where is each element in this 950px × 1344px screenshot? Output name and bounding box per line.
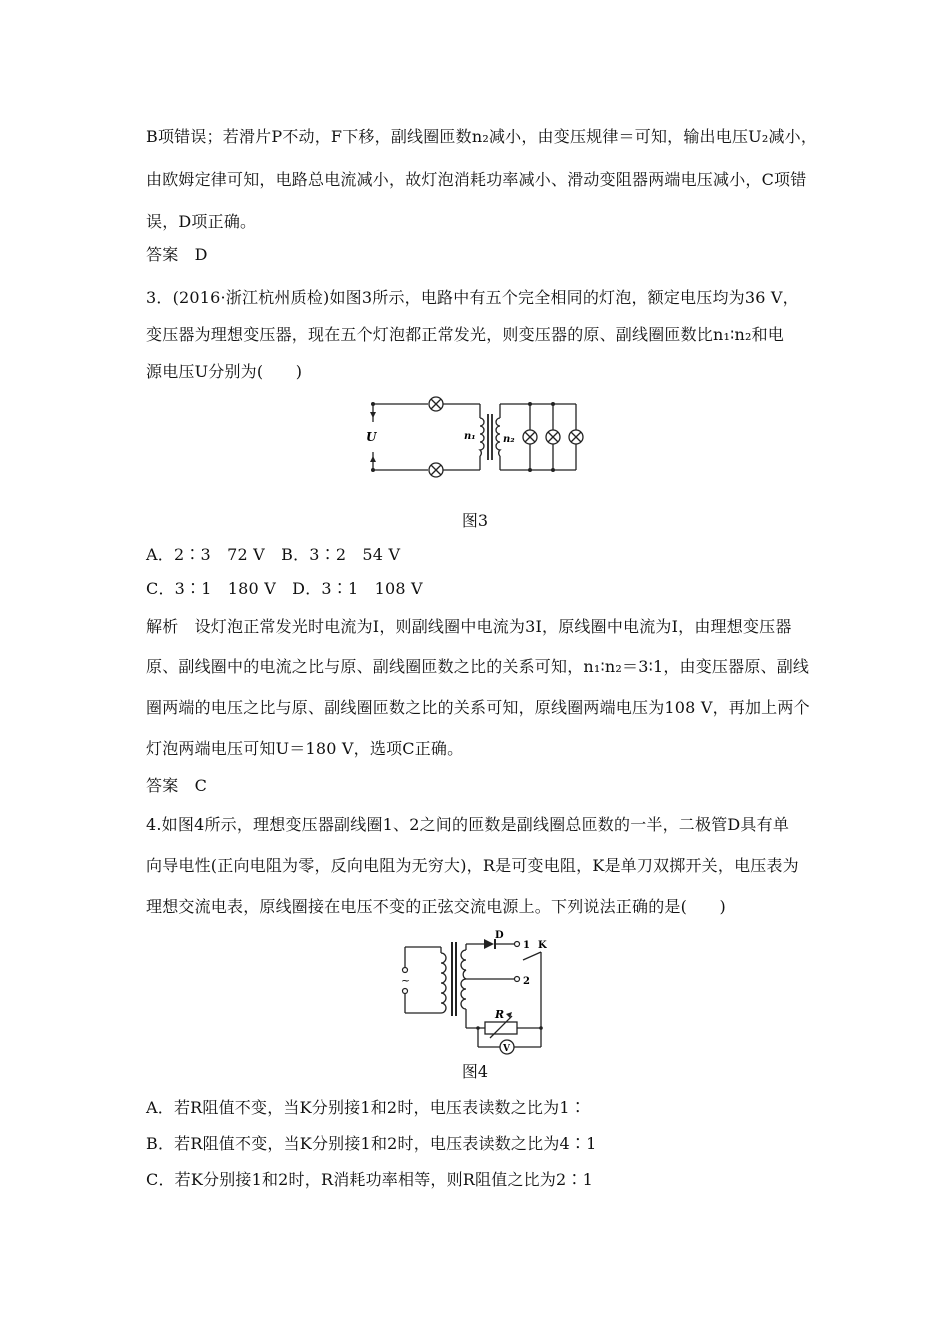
question-4-line: 理想交流电表，原线圈接在电压不变的正弦交流电源上。下列说法正确的是( ) bbox=[146, 897, 726, 916]
analysis-line: 原、副线圈中的电流之比与原、副线圈匝数之比的关系可知，n₁∶n₂＝3∶1，由变压器原、副线 bbox=[146, 657, 810, 676]
terminal-1-label: 1 bbox=[523, 940, 530, 951]
diode-label: D bbox=[495, 930, 504, 941]
secondary-turns-label: n₂ bbox=[503, 434, 515, 445]
option-line: C．3∶1 180 V D．3∶1 108 V bbox=[146, 579, 423, 598]
option-line: A．若R阻值不变，当K分别接1和2时，电压表读数之比为1∶ bbox=[146, 1098, 586, 1117]
question-3-line: 3．(2016·浙江杭州质检)如图3所示，电路中有五个完全相同的灯泡，额定电压均为36 V， bbox=[146, 288, 799, 307]
text-line: 误，D项正确。 bbox=[146, 212, 257, 231]
question-3-line: 源电压U分别为( ) bbox=[146, 362, 303, 381]
answer-line: 答案 C bbox=[146, 776, 208, 795]
figure-3-circuit bbox=[362, 394, 592, 489]
option-line: A．2∶3 72 V B．3∶2 54 V bbox=[146, 545, 401, 564]
primary-turns-label: n₁ bbox=[464, 431, 476, 442]
text-line: 由欧姆定律可知，电路总电流减小，故灯泡消耗功率减小、滑动变阻器两端电压减小，C项错 bbox=[146, 170, 807, 189]
question-4-line: 4.如图4所示，理想变压器副线圈1、2之间的匝数是副线圈总匝数的一半，二极管D具有单 bbox=[146, 815, 790, 834]
analysis-line: 解析 设灯泡正常发光时电流为I，则副线圈中电流为3I，原线圈中电流为I，由理想变压器 bbox=[146, 617, 792, 636]
ac-source-label: ~ bbox=[401, 974, 411, 987]
figure-3-caption: 图3 bbox=[461, 511, 489, 530]
voltmeter-label: V bbox=[503, 1044, 510, 1054]
resistor-label: R bbox=[495, 1008, 505, 1021]
answer-line: 答案 D bbox=[146, 245, 208, 264]
option-line: B．若R阻值不变，当K分别接1和2时，电压表读数之比为4∶1 bbox=[146, 1134, 597, 1153]
question-3-line: 变压器为理想变压器，现在五个灯泡都正常发光，则变压器的原、副线圈匝数比n₁∶n₂和电 bbox=[146, 325, 785, 344]
source-voltage-label: U bbox=[366, 430, 377, 444]
terminal-2-label: 2 bbox=[523, 976, 530, 987]
analysis-line: 灯泡两端电压可知U＝180 V，选项C正确。 bbox=[146, 739, 464, 758]
figure-4-circuit bbox=[396, 928, 556, 1058]
question-4-line: 向导电性(正向电阻为零，反向电阻为无穷大)，R是可变电阻，K是单刀双掷开关，电压表为 bbox=[146, 856, 799, 875]
switch-label: K bbox=[538, 940, 547, 951]
text-line: B项错误；若滑片P不动，F下移，副线圈匝数n₂减小，由变压规律＝可知，输出电压U₂减小， bbox=[146, 127, 818, 146]
option-line: C．若K分别接1和2时，R消耗功率相等，则R阻值之比为2∶1 bbox=[146, 1170, 594, 1189]
figure-4-caption: 图4 bbox=[461, 1062, 489, 1081]
analysis-line: 圈两端的电压之比与原、副线圈匝数之比的关系可知，原线圈两端电压为108 V，再加上两个 bbox=[146, 698, 810, 717]
